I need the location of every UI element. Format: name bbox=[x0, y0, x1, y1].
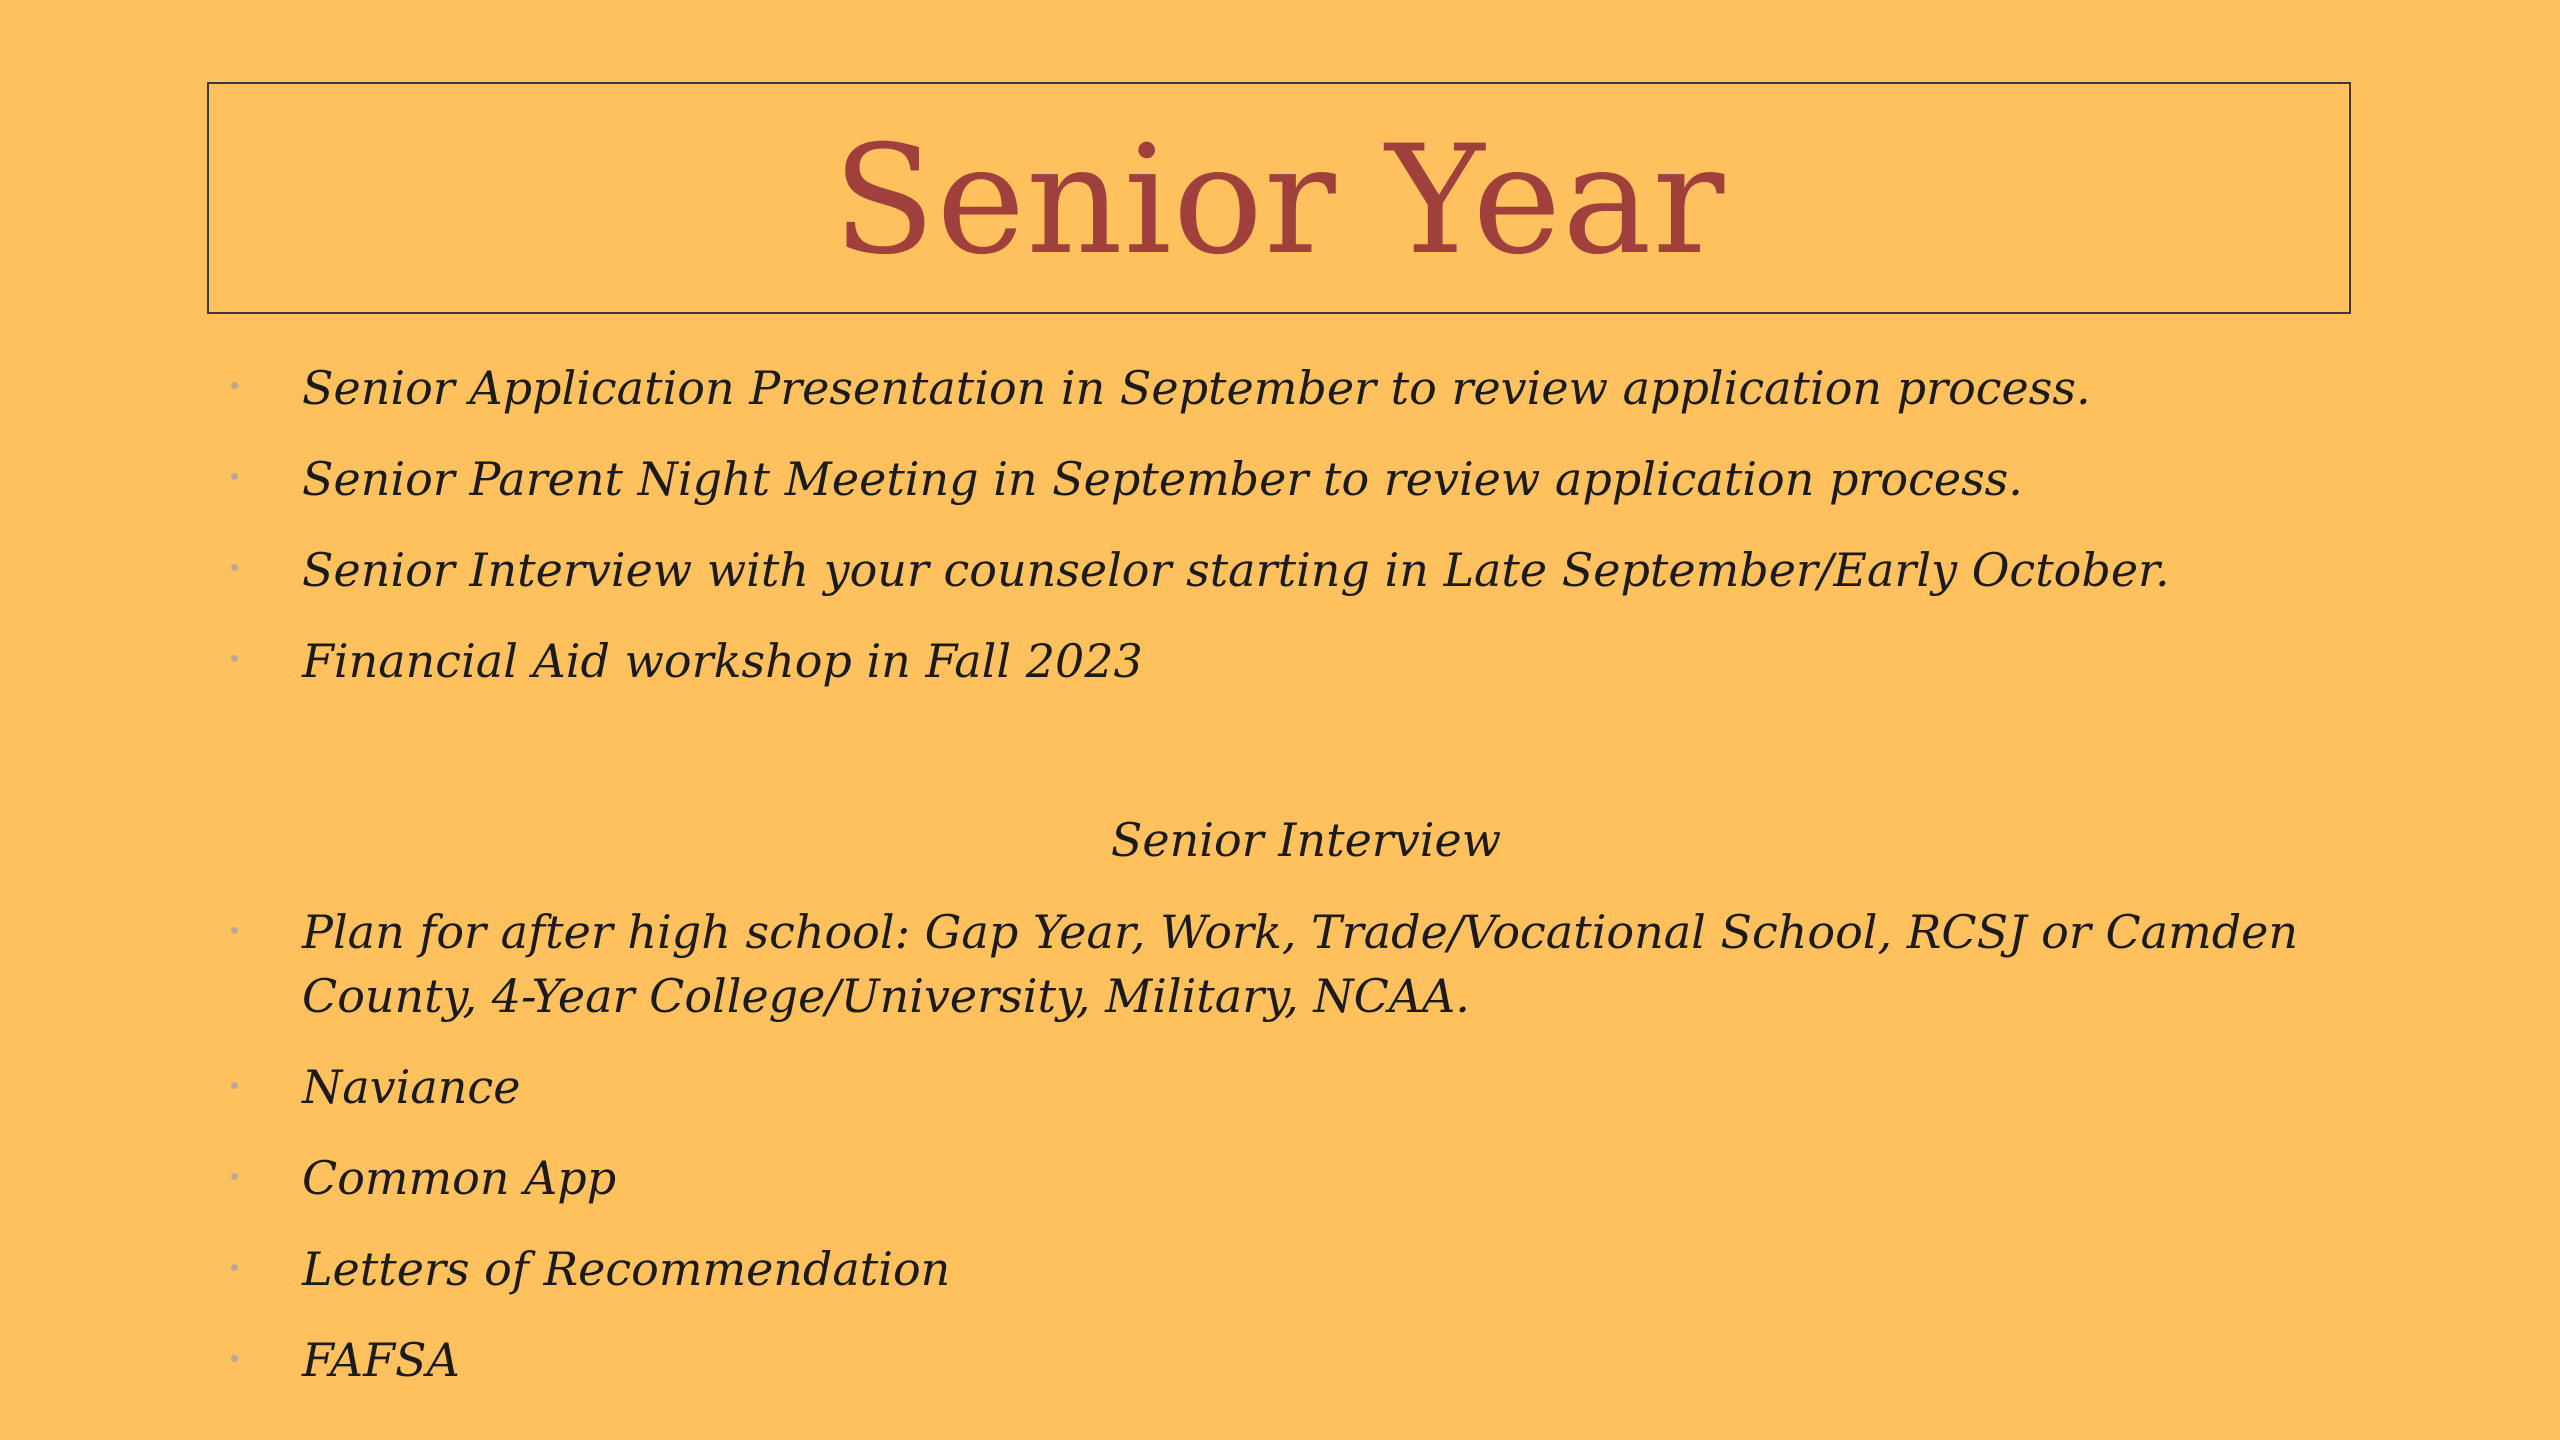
bullet-item: FAFSA bbox=[302, 1333, 460, 1387]
section-subheading: Senior Interview bbox=[1110, 813, 1502, 867]
bullet-item: Senior Parent Night Meeting in September to review application process. bbox=[302, 452, 2023, 506]
slide-title: Senior Year bbox=[832, 114, 1726, 288]
bullet-dot-icon bbox=[231, 382, 238, 389]
bullet-item: Common App bbox=[302, 1151, 617, 1205]
bullet-item: Plan for after high school: Gap Year, Work, Trade/Vocational School, RCSJ or Camden County, 4-Year College/University, Military, NCAA. bbox=[302, 905, 2298, 1023]
bullet-dot-icon bbox=[231, 1082, 238, 1089]
bullet-dot-icon bbox=[231, 1173, 238, 1180]
bullet-item: Letters of Recommendation bbox=[302, 1242, 951, 1296]
title-box bbox=[207, 82, 2351, 314]
bullet-item: Senior Interview with your counselor starting in Late September/Early October. bbox=[302, 543, 2170, 597]
bullet-dot-icon bbox=[231, 927, 238, 934]
bullet-dot-icon bbox=[231, 1355, 238, 1362]
bullet-dot-icon bbox=[231, 1264, 238, 1271]
bullet-dot-icon bbox=[231, 655, 238, 662]
bullet-dot-icon bbox=[231, 564, 238, 571]
bullet-dot-icon bbox=[231, 473, 238, 480]
bullet-item: Financial Aid workshop in Fall 2023 bbox=[302, 634, 1143, 688]
bullet-item: Senior Application Presentation in September to review application process. bbox=[302, 361, 2091, 415]
bullet-item: Naviance bbox=[302, 1060, 521, 1114]
